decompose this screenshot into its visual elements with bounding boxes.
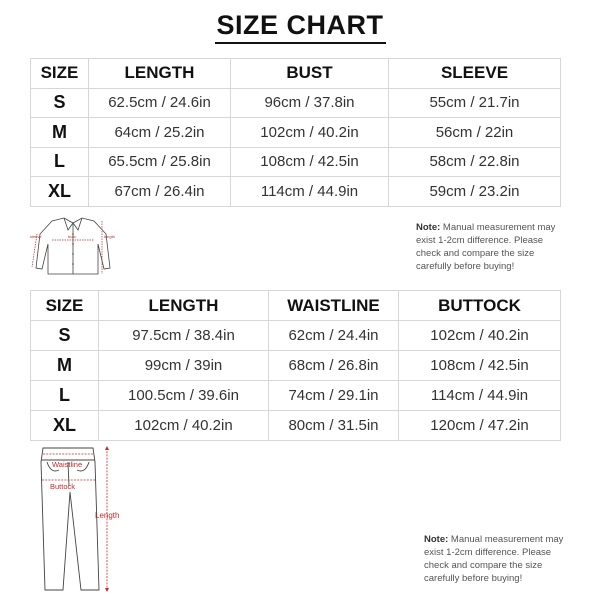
header-waistline: WAISTLINE <box>269 291 399 321</box>
bust-cell: 114cm / 44.9in <box>231 177 389 207</box>
table-row <box>31 381 561 411</box>
note-line: check and compare the size <box>416 248 535 259</box>
header-buttock: BUTTOCK <box>399 291 561 321</box>
size-cell: S <box>31 321 99 351</box>
length-cell: 99cm / 39in <box>99 351 269 381</box>
waistline-cell: 80cm / 31.5in <box>269 411 399 441</box>
top-size-table <box>30 58 561 207</box>
buttock-cell: 108cm / 42.5in <box>399 351 561 381</box>
sleeve-label: sleeve <box>30 234 42 239</box>
table-row <box>31 411 561 441</box>
length-label: length <box>104 234 115 239</box>
buttock-cell: 114cm / 44.9in <box>399 381 561 411</box>
length-cell: 67cm / 26.4in <box>89 177 231 207</box>
length-cell: 64cm / 25.2in <box>89 118 231 148</box>
header-bust: BUST <box>231 59 389 89</box>
note-line: exist 1-2cm difference. Please <box>424 547 552 558</box>
bottom-size-table <box>30 290 561 441</box>
table-row <box>31 88 561 118</box>
length-cell: 62.5cm / 24.6in <box>89 88 231 118</box>
note-prefix: Note: <box>416 222 441 233</box>
waistline-cell: 68cm / 26.8in <box>269 351 399 381</box>
size-cell: S <box>31 88 89 118</box>
note-line: exist 1-2cm difference. Please <box>416 235 544 246</box>
table-header-row <box>31 291 561 321</box>
measurement-note-top <box>416 221 566 273</box>
header-length: LENGTH <box>99 291 269 321</box>
size-cell: L <box>31 147 89 177</box>
length-cell: 100.5cm / 39.6in <box>99 381 269 411</box>
buttock-cell: 120cm / 47.2in <box>399 411 561 441</box>
size-cell: XL <box>31 411 99 441</box>
waistline-cell: 62cm / 24.4in <box>269 321 399 351</box>
table-row <box>31 147 561 177</box>
page-title <box>0 10 600 44</box>
measurement-note-bottom <box>424 533 574 585</box>
size-cell: L <box>31 381 99 411</box>
bust-cell: 108cm / 42.5in <box>231 147 389 177</box>
bust-cell: 96cm / 37.8in <box>231 88 389 118</box>
pants-outline <box>41 448 99 590</box>
note-line: carefully before buying! <box>416 261 515 272</box>
sleeve-cell: 59cm / 23.2in <box>389 177 561 207</box>
table-row <box>31 118 561 148</box>
length-cell: 97.5cm / 38.4in <box>99 321 269 351</box>
note-line: Manual measurement may <box>442 222 556 233</box>
sleeve-cell: 55cm / 21.7in <box>389 88 561 118</box>
note-line: check and compare the size <box>424 560 543 571</box>
sleeve-cell: 58cm / 22.8in <box>389 147 561 177</box>
header-size: SIZE <box>31 291 99 321</box>
note-line: Manual measurement may <box>450 534 564 545</box>
title-text: SIZE CHART <box>215 10 386 44</box>
length-label: Length <box>95 511 120 520</box>
header-sleeve: SLEEVE <box>389 59 561 89</box>
size-cell: XL <box>31 177 89 207</box>
note-line: carefully before buying! <box>424 573 523 584</box>
buttock-label: Buttock <box>50 482 76 491</box>
table-row <box>31 177 561 207</box>
waistline-cell: 74cm / 29.1in <box>269 381 399 411</box>
header-size: SIZE <box>31 59 89 89</box>
size-cell: M <box>31 118 89 148</box>
note-prefix: Note: <box>424 534 449 545</box>
bust-cell: 102cm / 40.2in <box>231 118 389 148</box>
table-row <box>31 351 561 381</box>
bust-label: bust <box>68 234 76 239</box>
shirt-diagram <box>28 210 118 280</box>
buttock-cell: 102cm / 40.2in <box>399 321 561 351</box>
length-cell: 102cm / 40.2in <box>99 411 269 441</box>
waistline-label: Waistline <box>52 460 83 469</box>
pants-diagram <box>25 440 125 598</box>
sleeve-cell: 56cm / 22in <box>389 118 561 148</box>
size-cell: M <box>31 351 99 381</box>
header-length: LENGTH <box>89 59 231 89</box>
table-header-row <box>31 59 561 89</box>
table-row <box>31 321 561 351</box>
length-cell: 65.5cm / 25.8in <box>89 147 231 177</box>
